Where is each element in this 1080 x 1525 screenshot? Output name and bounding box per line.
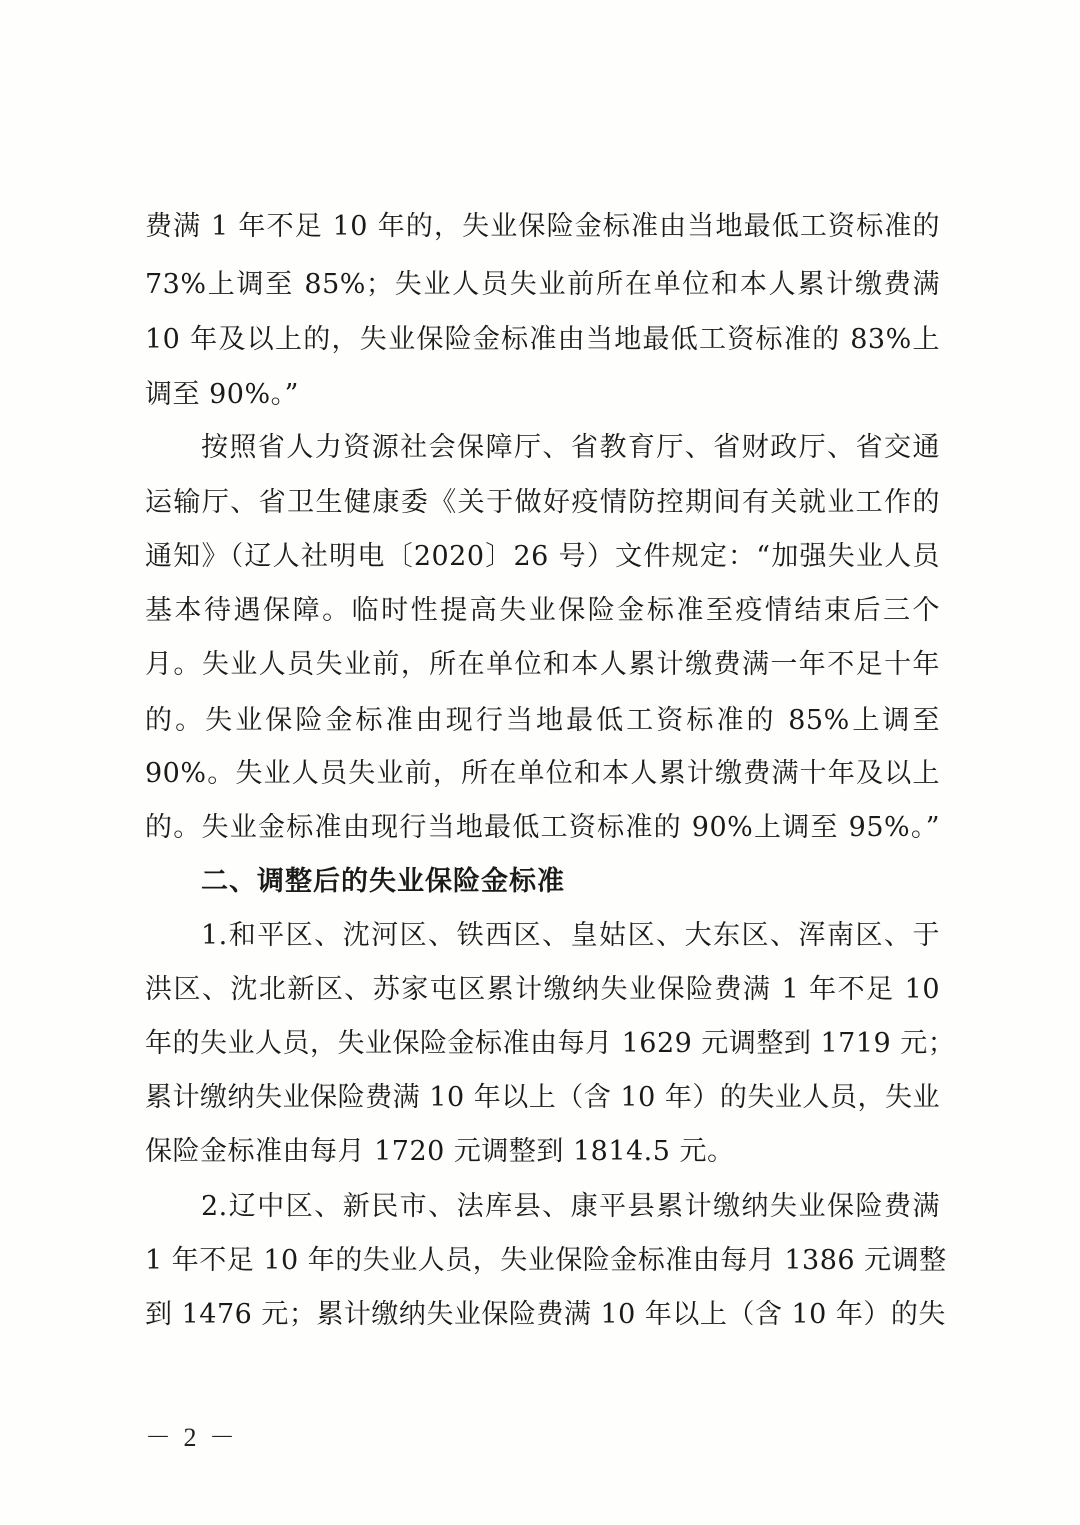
body-text-line: 费满 1 年不足 10 年的，失业保险金标准由当地最低工资标准的 xyxy=(145,211,940,242)
body-text-line: 73%上调至 85%；失业人员失业前所在单位和本人累计缴费满 xyxy=(145,269,940,300)
body-text-line: 调至 90%。” xyxy=(145,379,299,410)
paragraph-first-line: 按照省人力资源社会保障厅、省教育厅、省财政厅、省交通 xyxy=(201,432,940,463)
paragraph-first-line: 1.和平区、沈河区、铁西区、皇姑区、大东区、浑南区、于 xyxy=(201,920,940,951)
body-text-line: 10 年及以上的，失业保险金标准由当地最低工资标准的 83%上 xyxy=(145,324,940,355)
body-text-line: 累计缴纳失业保险费满 10 年以上（含 10 年）的失业人员，失业 xyxy=(145,1082,940,1113)
body-text-line: 的。失业金标准由现行当地最低工资标准的 90%上调至 95%。” xyxy=(145,812,940,843)
body-text-line: 基本待遇保障。临时性提高失业保险金标准至疫情结束后三个 xyxy=(145,595,940,626)
body-text-line: 洪区、沈北新区、苏家屯区累计缴纳失业保险费满 1 年不足 10 xyxy=(145,974,940,1005)
section-heading: 二、调整后的失业保险金标准 xyxy=(201,866,565,897)
page-number: － 2 － xyxy=(145,1423,239,1452)
body-text-line: 运输厅、省卫生健康委《关于做好疫情防控期间有关就业工作的 xyxy=(145,487,940,518)
body-text-line: 1 年不足 10 年的失业人员，失业保险金标准由每月 1386 元调整 xyxy=(145,1245,947,1276)
body-text-line: 通知》（辽人社明电〔2020〕26 号）文件规定：“加强失业人员 xyxy=(145,541,940,572)
body-text-line: 90%。失业人员失业前，所在单位和本人累计缴费满十年及以上 xyxy=(145,758,940,789)
body-text-line: 月。失业人员失业前，所在单位和本人累计缴费满一年不足十年 xyxy=(145,649,940,680)
body-text-line: 保险金标准由每月 1720 元调整到 1814.5 元。 xyxy=(145,1136,735,1167)
body-text-line: 年的失业人员，失业保险金标准由每月 1629 元调整到 1719 元； xyxy=(145,1028,956,1059)
body-text-line: 到 1476 元；累计缴纳失业保险费满 10 年以上（含 10 年）的失 xyxy=(145,1299,946,1330)
paragraph-first-line: 2.辽中区、新民市、法库县、康平县累计缴纳失业保险费满 xyxy=(201,1191,940,1222)
body-text-line: 的。失业保险金标准由现行当地最低工资标准的 85%上调至 xyxy=(145,705,940,736)
